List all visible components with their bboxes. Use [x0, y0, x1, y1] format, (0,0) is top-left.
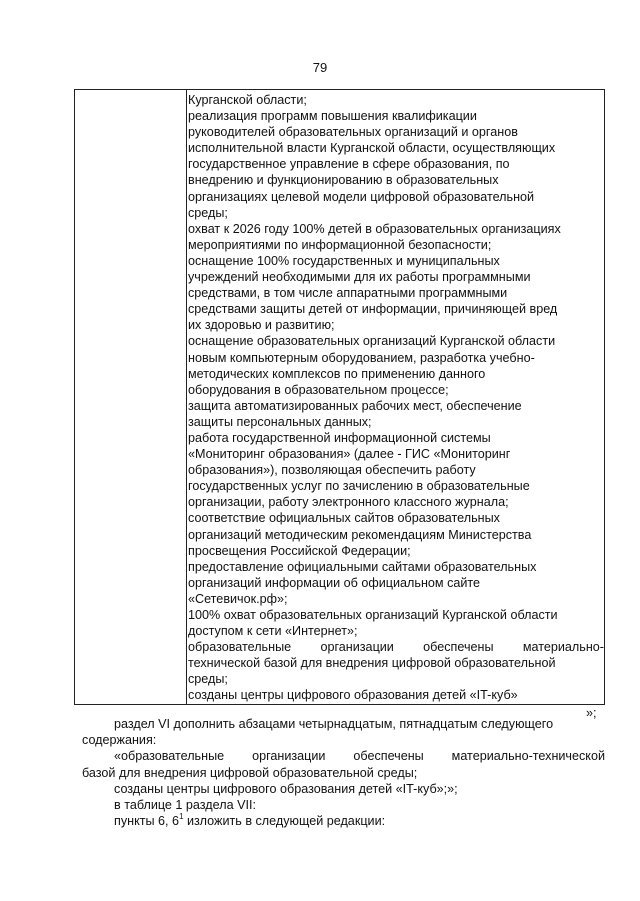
table-line: внедрению и функционированию в образовательных	[188, 173, 499, 188]
table-line: организации, работу электронного классного журнала;	[188, 495, 509, 510]
paragraph-line: содержания:	[82, 733, 157, 748]
table-line: охват к 2026 году 100% детей в образовательных организациях	[188, 221, 561, 236]
table-line: средствами, в том числе аппаратными программными	[188, 286, 508, 301]
table-line: технической базой для внедрения цифровой образовательной	[188, 656, 556, 671]
table-line: работа государственной информационной системы	[188, 430, 491, 445]
table-line: организаций методическим рекомендациям Министерства	[188, 527, 532, 542]
table-line: среды;	[188, 205, 228, 220]
superscript-index: 1	[179, 812, 184, 822]
table-line: руководителей образовательных организаций и органов	[188, 125, 518, 140]
paragraph-line: в таблице 1 раздела VII:	[114, 798, 256, 813]
table-line: защита автоматизированных рабочих мест, обеспечение	[188, 398, 522, 413]
paragraph-line: базой для внедрения цифровой образовательной среды;	[82, 765, 418, 780]
amendment-table	[74, 89, 605, 705]
table-line: их здоровью и развитию;	[188, 318, 335, 333]
table-line: методических комплексов по применению данного	[188, 366, 486, 381]
table-line: Курганской области;	[188, 93, 307, 107]
table-line: «Сетевичок.рф»;	[188, 591, 288, 606]
table-line: новым компьютерным оборудованием, разработка учебно-	[188, 350, 535, 365]
table-line: доступом к сети «Интернет»;	[188, 624, 358, 639]
body-text	[82, 716, 605, 829]
table-line: защиты персональных данных;	[188, 414, 372, 429]
column-divider	[186, 90, 187, 704]
table-line: государственное управление в сфере образования, по	[188, 157, 510, 172]
paragraph-line: раздел VI дополнить абзацами четырнадцатым, пятнадцатым следующего	[114, 717, 554, 731]
table-cell-text	[188, 92, 604, 704]
table-line: образования»), позволяющая обеспечить работу	[188, 463, 476, 478]
table-line: предоставление официальными сайтами образовательных	[188, 559, 537, 574]
table-line: 100% охват образовательных организаций Курганской области	[188, 608, 558, 622]
table-line: организаций информации об официальном сайте	[188, 575, 481, 590]
table-line: организациях целевой модели цифровой образовательной	[188, 189, 535, 204]
points-text-rest: изложить в следующей редакции:	[183, 814, 386, 829]
table-line: среды;	[188, 672, 228, 687]
table-line: образовательные организации обеспечены материально-	[188, 640, 604, 655]
table-line: «Мониторинг образования» (далее - ГИС «Мониторинг	[188, 447, 511, 462]
table-line: созданы центры цифрового образования детей «IT-куб»	[188, 688, 518, 703]
closing-quote: »;	[586, 706, 597, 720]
table-line: соответствие официальных сайтов образовательных	[188, 511, 500, 526]
table-line: исполнительной власти Курганской области, осуществляющих	[188, 141, 556, 156]
table-line: оборудования в образовательном процессе;	[188, 382, 449, 397]
table-line: средствами защиты детей от информации, причиняющей вред	[188, 302, 558, 317]
page-number: 79	[312, 60, 328, 75]
table-line: оснащение образовательных организаций Курганской области	[188, 334, 556, 349]
table-line: просвещения Российской Федерации;	[188, 543, 411, 558]
table-line: оснащение 100% государственных и муниципальных	[188, 253, 500, 268]
paragraph-line	[82, 813, 605, 829]
table-line: реализация программ повышения квалификации	[188, 109, 477, 124]
table-line: государственных услуг по зачислению в образовательные	[188, 479, 530, 494]
paragraph-line: созданы центры цифрового образования детей «IT-куб»;»;	[114, 781, 458, 796]
table-line: учреждений необходимыми для их работы программными	[188, 270, 531, 285]
table-line: мероприятиями по информационной безопасности;	[188, 237, 492, 252]
points-text: пункты 6, 6	[114, 814, 180, 829]
paragraph-line: «образовательные организации обеспечены материально-технической	[114, 749, 605, 764]
